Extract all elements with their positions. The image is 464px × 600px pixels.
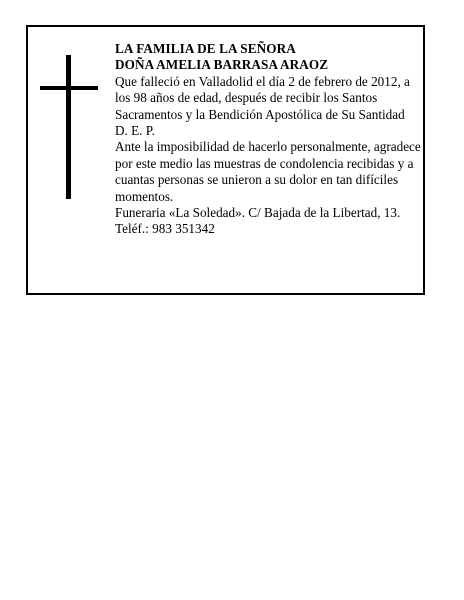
funeral-home-address: Funeraria «La Soledad». C/ Bajada de la Libertad, 13. <box>115 205 401 221</box>
cross-horizontal-bar <box>40 86 98 90</box>
funeral-home-phone: Teléf.: 983 351342 <box>115 221 215 237</box>
death-details: Que falleció en Valladolid el día 2 de febrero de 2012, a los 98 años de edad, después de recibir los Santos Sacramentos y la Bendición Apostólica de Su Santidad <box>115 73 410 122</box>
obituary-notice <box>26 25 425 295</box>
thanks-paragraph: Ante la imposibilidad de hacerlo personalmente, agradece por este medio las muestras de condolencia recibidas y a cuantas personas se unieron a su dolor en tan difíciles momentos. <box>115 139 421 204</box>
deceased-name: DOÑA AMELIA BARRASA ARAOZ <box>115 57 329 73</box>
family-heading: LA FAMILIA DE LA SEÑORA <box>115 41 296 56</box>
rest-in-peace: D. E. P. <box>115 123 155 139</box>
cross-vertical-bar <box>66 55 71 199</box>
notice-text <box>115 41 423 238</box>
cross-icon <box>40 55 98 199</box>
